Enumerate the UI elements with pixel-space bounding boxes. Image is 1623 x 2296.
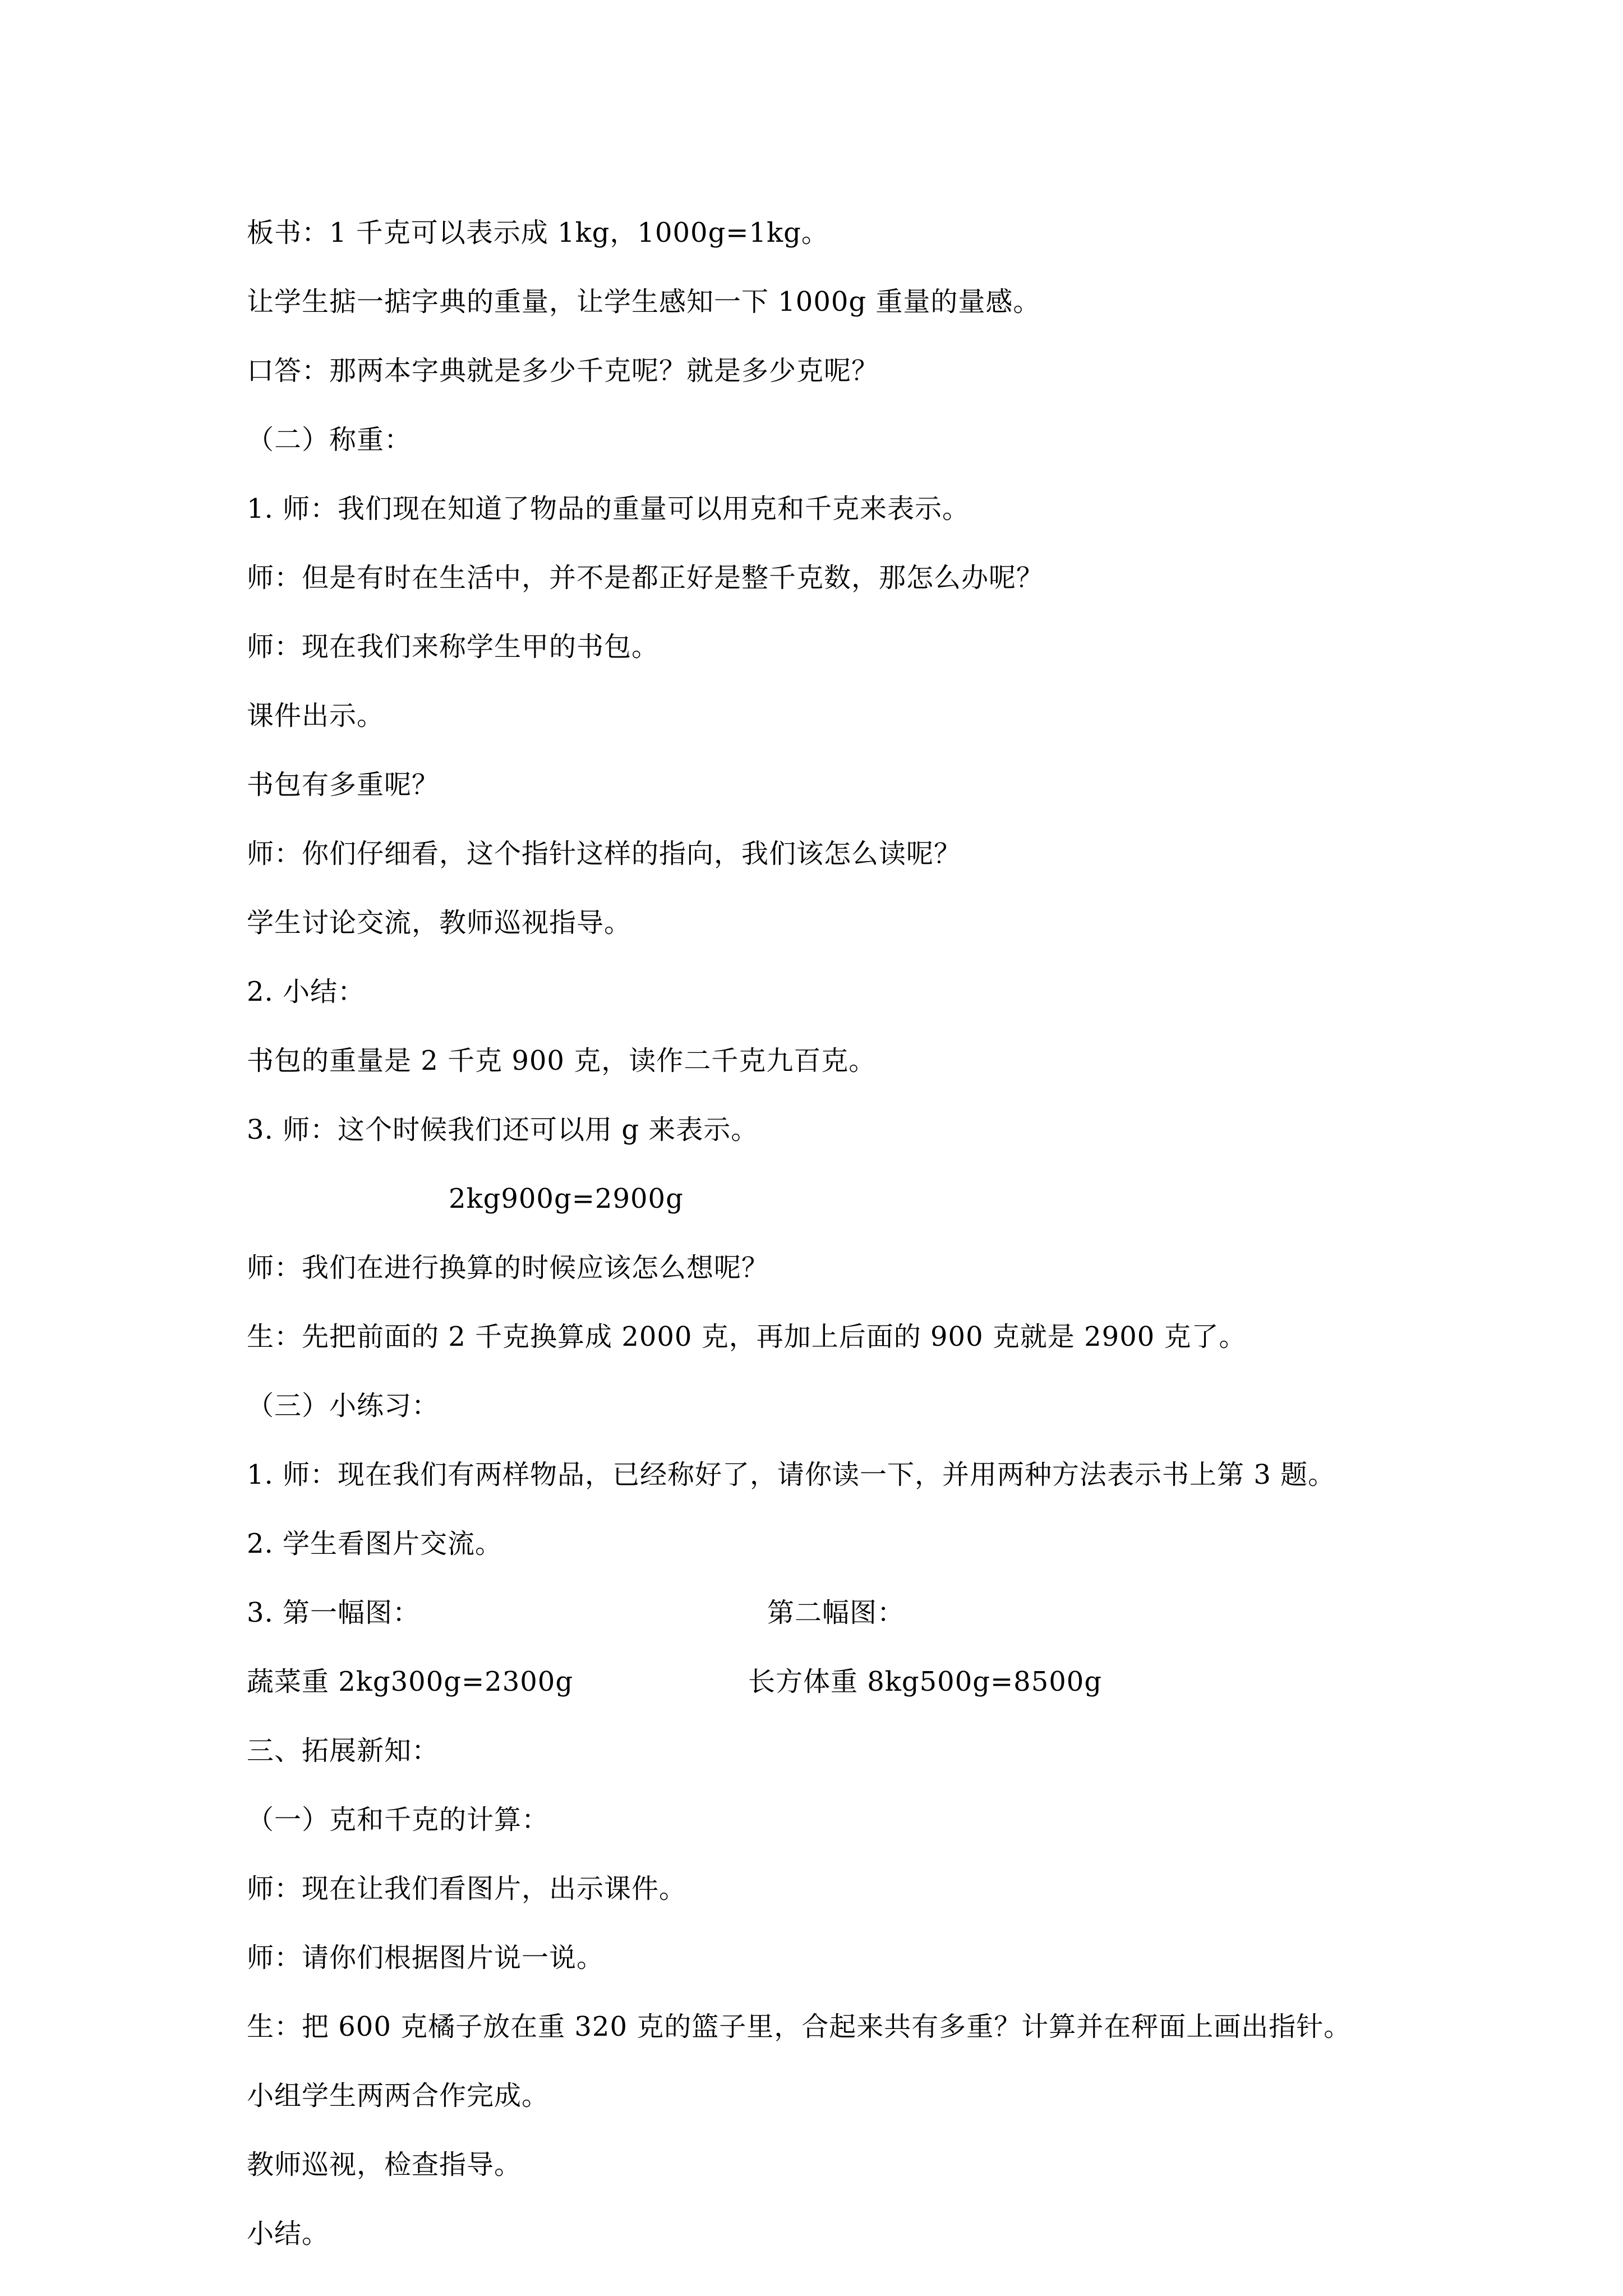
text-line: 长方体重 8kg500g=8500g xyxy=(748,1666,1103,1697)
text-line: 小结。 xyxy=(247,2218,330,2249)
text-line: 师：我们在进行换算的时候应该怎么想呢？ xyxy=(247,1252,769,1283)
section-heading: （二）称重： xyxy=(247,424,412,455)
text-line: 师：现在我们来称学生甲的书包。 xyxy=(247,631,660,662)
text-line: 3. 第一幅图： xyxy=(247,1597,421,1628)
section-heading: 三、拓展新知： xyxy=(247,1735,440,1766)
text-line: 师：你们仔细看，这个指针这样的指向，我们该怎么读呢？ xyxy=(247,838,962,869)
text-line: 板书：1 千克可以表示成 1kg，1000g=1kg。 xyxy=(247,217,829,249)
text-line: 小组学生两两合作完成。 xyxy=(247,2080,550,2111)
text-line: 蔬菜重 2kg300g=2300g xyxy=(247,1666,574,1697)
text-line: 第二幅图： xyxy=(767,1597,905,1628)
section-heading: （三）小练习： xyxy=(247,1390,440,1421)
text-line: 1. 师：我们现在知道了物品的重量可以用克和千克来表示。 xyxy=(247,493,970,524)
text-line: 3. 师：这个时候我们还可以用 g 来表示。 xyxy=(247,1114,759,1145)
section-heading: （一）克和千克的计算： xyxy=(247,1804,550,1835)
text-line: 生：先把前面的 2 千克换算成 2000 克，再加上后面的 900 克就是 2900 克了。 xyxy=(247,1321,1247,1352)
text-line: 生：把 600 克橘子放在重 320 克的篮子里，合起来共有多重？计算并在秤面上画出指针。 xyxy=(247,2011,1352,2042)
text-line: 教师巡视，检查指导。 xyxy=(247,2149,522,2180)
text-line: 书包有多重呢？ xyxy=(247,769,440,800)
text-line: 师：请你们根据图片说一说。 xyxy=(247,1942,605,1973)
text-line: 1. 师：现在我们有两样物品，已经称好了，请你读一下，并用两种方法表示书上第 3 题。 xyxy=(247,1459,1336,1490)
text-line: 学生讨论交流，教师巡视指导。 xyxy=(247,907,632,938)
text-line: 师：但是有时在生活中，并不是都正好是整千克数，那怎么办呢？ xyxy=(247,562,1044,593)
formula-line: 2kg900g=2900g xyxy=(449,1183,684,1214)
text-line: 2. 小结： xyxy=(247,976,366,1007)
text-line: 书包的重量是 2 千克 900 克，读作二千克九百克。 xyxy=(247,1045,877,1076)
text-line: 课件出示。 xyxy=(247,700,385,731)
text-line: 2. 学生看图片交流。 xyxy=(247,1528,503,1559)
text-line: 师：现在让我们看图片，出示课件。 xyxy=(247,1873,687,1904)
text-line: 口答：那两本字典就是多少千克呢？就是多少克呢？ xyxy=(247,355,879,386)
text-line: 让学生掂一掂字典的重量，让学生感知一下 1000g 重量的量感。 xyxy=(247,286,1041,318)
